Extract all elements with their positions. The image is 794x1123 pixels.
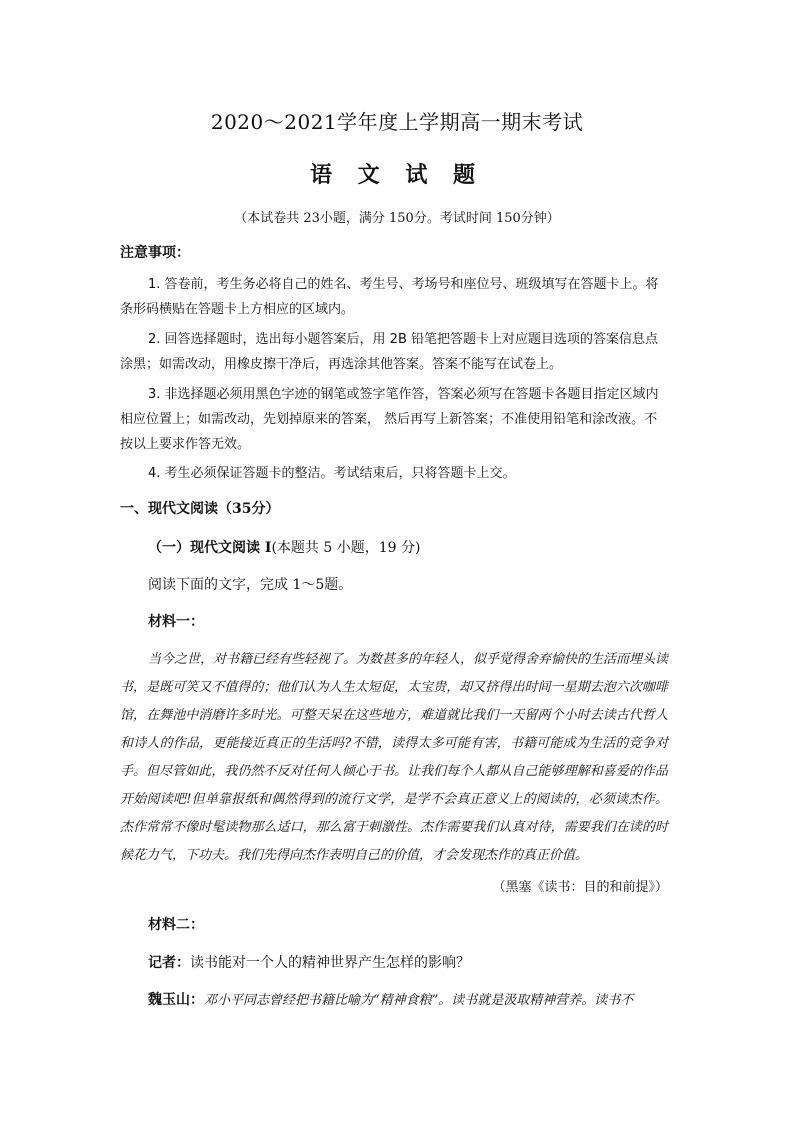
notice-item-1: 1. 答卷前，考生务必将自己的姓名、考生号、考场号和座位号、班级填写在答题卡上。将条形码横贴在答题卡上方相应的区域内。 — [120, 277, 659, 317]
material-1-source: （黑塞《读书：目的和前提》） — [492, 880, 668, 895]
answer-speaker: 魏玉山 — [148, 992, 190, 1008]
exam-title: 2020～2021学年度上学期高一期末考试 — [210, 110, 584, 134]
interview-answer: 魏玉山：邓小平同志曾经把书籍比喻为“精神食粮”。读书就是汲取精神营养。读书不 — [148, 992, 634, 1008]
subsection-title: （一）现代文阅读 I — [148, 540, 272, 556]
reading-instruction: 阅读下面的文字，完成 1～5题。 — [148, 577, 353, 593]
material-1-label: 材料一： — [148, 614, 204, 630]
subsection-heading — [148, 537, 420, 557]
notice-item-2: 2. 回答选择题时，选出每小题答案后，用 2B 铅笔把答题卡上对应题目选项的答案信息点涂黑；如需改动，用橡皮擦干净后，再选涂其他答案。答案不能写在试卷上。 — [120, 332, 658, 372]
section-heading: 一、现代文阅读（35分） — [120, 501, 280, 517]
exam-meta: （本试卷共 23小题，满分 150分。考试时间 150分钟） — [234, 211, 560, 226]
material-1-text: 当今之世，对书籍已经有些轻视了。为数甚多的年轻人，似乎觉得舍弃愉快的生活而埋头读书，是既可笑又不值得的；他们认为人生太短促，太宝贵，却又挤得出时间一星期去泡六次咖啡馆，在舞池中消磨许多时光。可整天呆在这些地方，难道就比我们一天留两个小时去读古代哲人和诗人的作品，更能接近真正的生活吗?不错，读得太多可能有害，书籍可能成为生活的竞争对手。但尽管如此，我仍然不反对任何人倾心于书。让我们每个人都从自己能够理解和喜爱的作品开始阅读吧!但单靠报纸和偶然得到的流行文学，是学不会真正意义上的阅读的，必须读杰作。杰作常常不像时髦读物那么适口，那么富于刺激性。杰作需要我们认真对待，需要我们在读的时候花力气，下功夫。我们先得向杰作表明自己的价值，才会发现杰作的真正价值。 — [120, 652, 669, 863]
material-2-label: 材料二： — [148, 917, 204, 933]
question-speaker: 记者 — [148, 955, 176, 971]
notice-heading: 注意事项： — [120, 245, 190, 261]
subject-title: 语 文 试 题 — [310, 162, 484, 188]
answer-text: 邓小平同志曾经把书籍比喻为“精神食粮”。读书就是汲取精神营养。读书不 — [204, 993, 634, 1008]
notice-item-4: 4. 考生必须保证答题卡的整洁。考试结束后，只将答题卡上交。 — [148, 466, 516, 481]
subsection-note: (本题共 5 小题，19 分) — [271, 540, 421, 556]
interview-question: 记者：读书能对一个人的精神世界产生怎样的影响？ — [148, 955, 470, 971]
question-text: 读书能对一个人的精神世界产生怎样的影响？ — [190, 955, 470, 971]
notice-item-3: 3. 非选择题必须用黑色字迹的钢笔或签字笔作答，答案必须写在答题卡各题目指定区域内相应位置上；如需改动，先划掉原来的答案， 然后再写上新答案；不准使用铅笔和涂改液。不按以上要求作答无效。 — [120, 387, 659, 452]
